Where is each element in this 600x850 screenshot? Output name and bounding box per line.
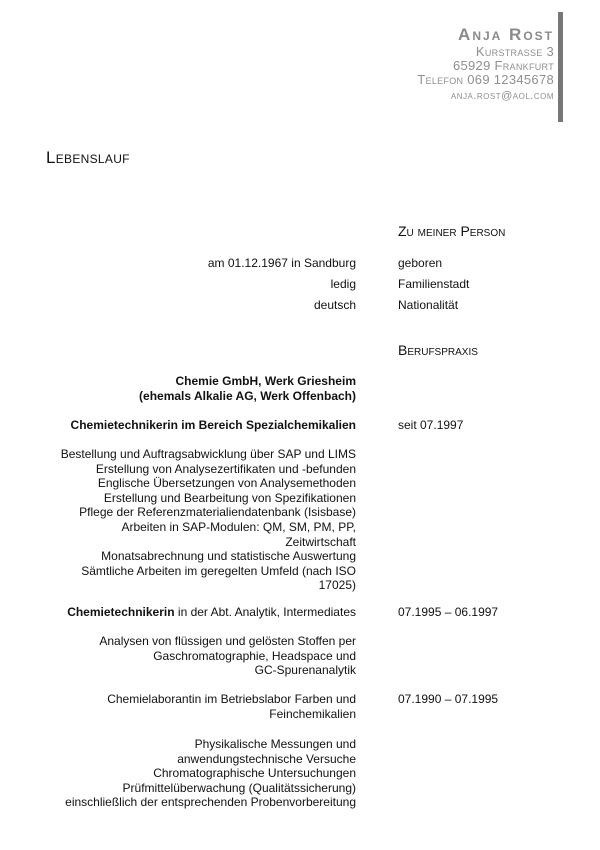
task-line: Gaschromatographie, Headspace und — [153, 648, 356, 663]
job-date: 07.1990 – 07.1995 — [398, 692, 499, 706]
task-line: Analysen von flüssigen und gelösten Stoffen per — [99, 634, 356, 648]
birth-value: am 01.12.1967 in Sandburg — [207, 256, 356, 270]
task-line: 17025) — [318, 578, 356, 593]
task-line: Monatsabrechnung und statistische Auswertung — [101, 549, 356, 564]
job-title: Chemietechnikerin im Bereich Spezialchemikalien — [70, 418, 356, 432]
job-title-bold: Chemietechnikerin — [67, 605, 175, 619]
task-line: Erstellung und Bearbeitung von Spezifikationen — [103, 490, 356, 505]
birth-label: geboren — [398, 256, 443, 270]
job-title-line: Chemielaborantin im Betriebslabor Farben und — [107, 692, 356, 706]
job-tasks — [26, 634, 356, 678]
job-tasks — [26, 447, 356, 593]
job-title — [26, 692, 356, 721]
task-line: Sämtliche Arbeiten im geregelten Umfeld (nach ISO — [81, 563, 356, 578]
job-tasks — [26, 737, 356, 810]
task-line: anwendungstechnische Versuche — [177, 751, 356, 766]
job-date: 07.1995 – 06.1997 — [398, 605, 499, 619]
job-title — [26, 605, 356, 620]
document-title: Lebenslauf — [46, 148, 130, 167]
task-line: Pflege der Referenzmaterialiendatenbank (Isisbase) — [79, 505, 356, 520]
nationality-label: Nationalität — [398, 298, 459, 312]
task-line: Arbeiten in SAP-Modulen: QM, SM, PM, PP, — [121, 519, 356, 534]
task-line: Chromatographische Untersuchungen — [153, 766, 356, 781]
email-address: anja.rost@aol.com — [450, 89, 554, 102]
address-city: 65929 Frankfurt — [452, 57, 554, 73]
phone-number: Telefon 069 12345678 — [417, 72, 554, 88]
header-accent-bar — [558, 12, 563, 122]
task-line: Englische Übersetzungen von Analysemethoden — [97, 476, 356, 491]
task-line: Physikalische Messungen und — [194, 737, 356, 751]
task-line: Zeitwirtschaft — [285, 534, 356, 549]
task-line: einschließlich der entsprechenden Probenvorbereitung — [65, 795, 356, 810]
section-heading-person: Zu meiner Person — [398, 223, 506, 239]
address-street: Kurstrasse 3 — [475, 43, 554, 59]
task-line: Bestellung und Auftragsabwicklung über SAP und LIMS — [60, 447, 356, 461]
job-title-rest: in der Abt. Analytik, Intermediates — [174, 605, 356, 619]
employer-line: Chemie GmbH, Werk Griesheim — [175, 374, 356, 388]
task-line: GC-Spurenanalytik — [254, 663, 356, 678]
task-line: Prüfmittelüberwachung (Qualitätssicherung) — [122, 780, 356, 795]
employer-name — [26, 374, 356, 403]
job-date: seit 07.1997 — [398, 418, 464, 432]
applicant-name: Anja Rost — [458, 25, 554, 44]
nationality-value: deutsch — [313, 298, 356, 312]
marital-label: Familienstadt — [398, 277, 470, 291]
contact-header — [417, 26, 554, 102]
marital-value: ledig — [330, 277, 356, 291]
task-line: Erstellung von Analysezertifikaten und -befunden — [95, 461, 356, 476]
section-heading-career: Berufspraxis — [398, 342, 478, 358]
job-title-line: Feinchemikalien — [269, 706, 356, 721]
employer-former-line: (ehemals Alkalie AG, Werk Offenbach) — [139, 388, 356, 403]
